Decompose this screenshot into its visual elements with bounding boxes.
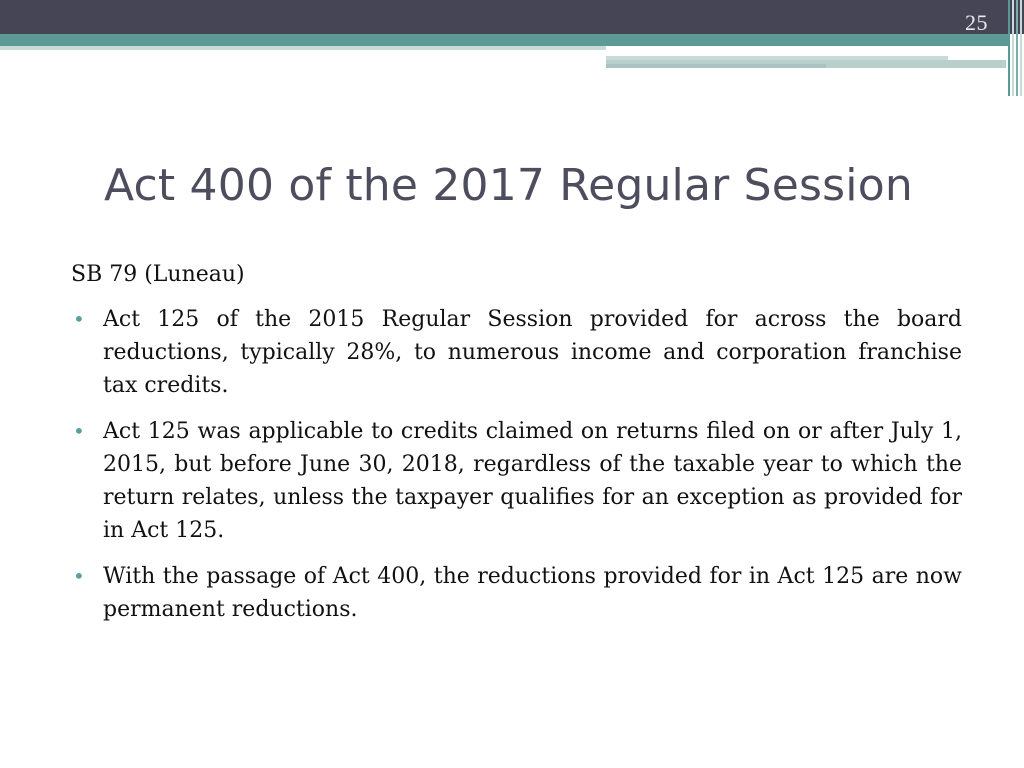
decorative-vertical-lines (1006, 0, 1024, 96)
bullet-text: Act 125 of the 2015 Regular Session provided for across the board reductions, typically 28%, to numerous income and corporation franchise tax credits. (103, 307, 962, 398)
bullet-item (71, 560, 962, 626)
header-band-light (0, 46, 606, 50)
vertical-line (1020, 0, 1022, 96)
bullet-list (71, 303, 962, 626)
bullet-text: With the passage of Act 400, the reductions provided for in Act 125 are now permanent reductions. (103, 564, 962, 622)
slide-subtitle: SB 79 (Luneau) (71, 262, 245, 287)
vertical-line (1008, 0, 1010, 96)
page-number: 25 (965, 10, 988, 35)
bullet-item (71, 303, 962, 402)
header-band-dark (0, 0, 1024, 34)
bullet-text: Act 125 was applicable to credits claimed on returns filed on or after July 1, 2015, but before June 30, 2018, regardless of the taxable year to which the return relates, unless the taxpayer qualifies for an exception as provided for in Act 125. (103, 419, 962, 543)
header-strip-accent (606, 64, 826, 68)
header-band-teal (0, 34, 1010, 46)
bullet-dot-icon: • (73, 564, 85, 588)
bullet-dot-icon: • (73, 419, 85, 443)
slide-body (71, 258, 962, 639)
bullet-item (71, 415, 962, 547)
vertical-line (1016, 0, 1018, 96)
bullet-dot-icon: • (73, 307, 85, 331)
vertical-line (1012, 0, 1014, 96)
slide-title: Act 400 of the 2017 Regular Session (104, 160, 913, 211)
